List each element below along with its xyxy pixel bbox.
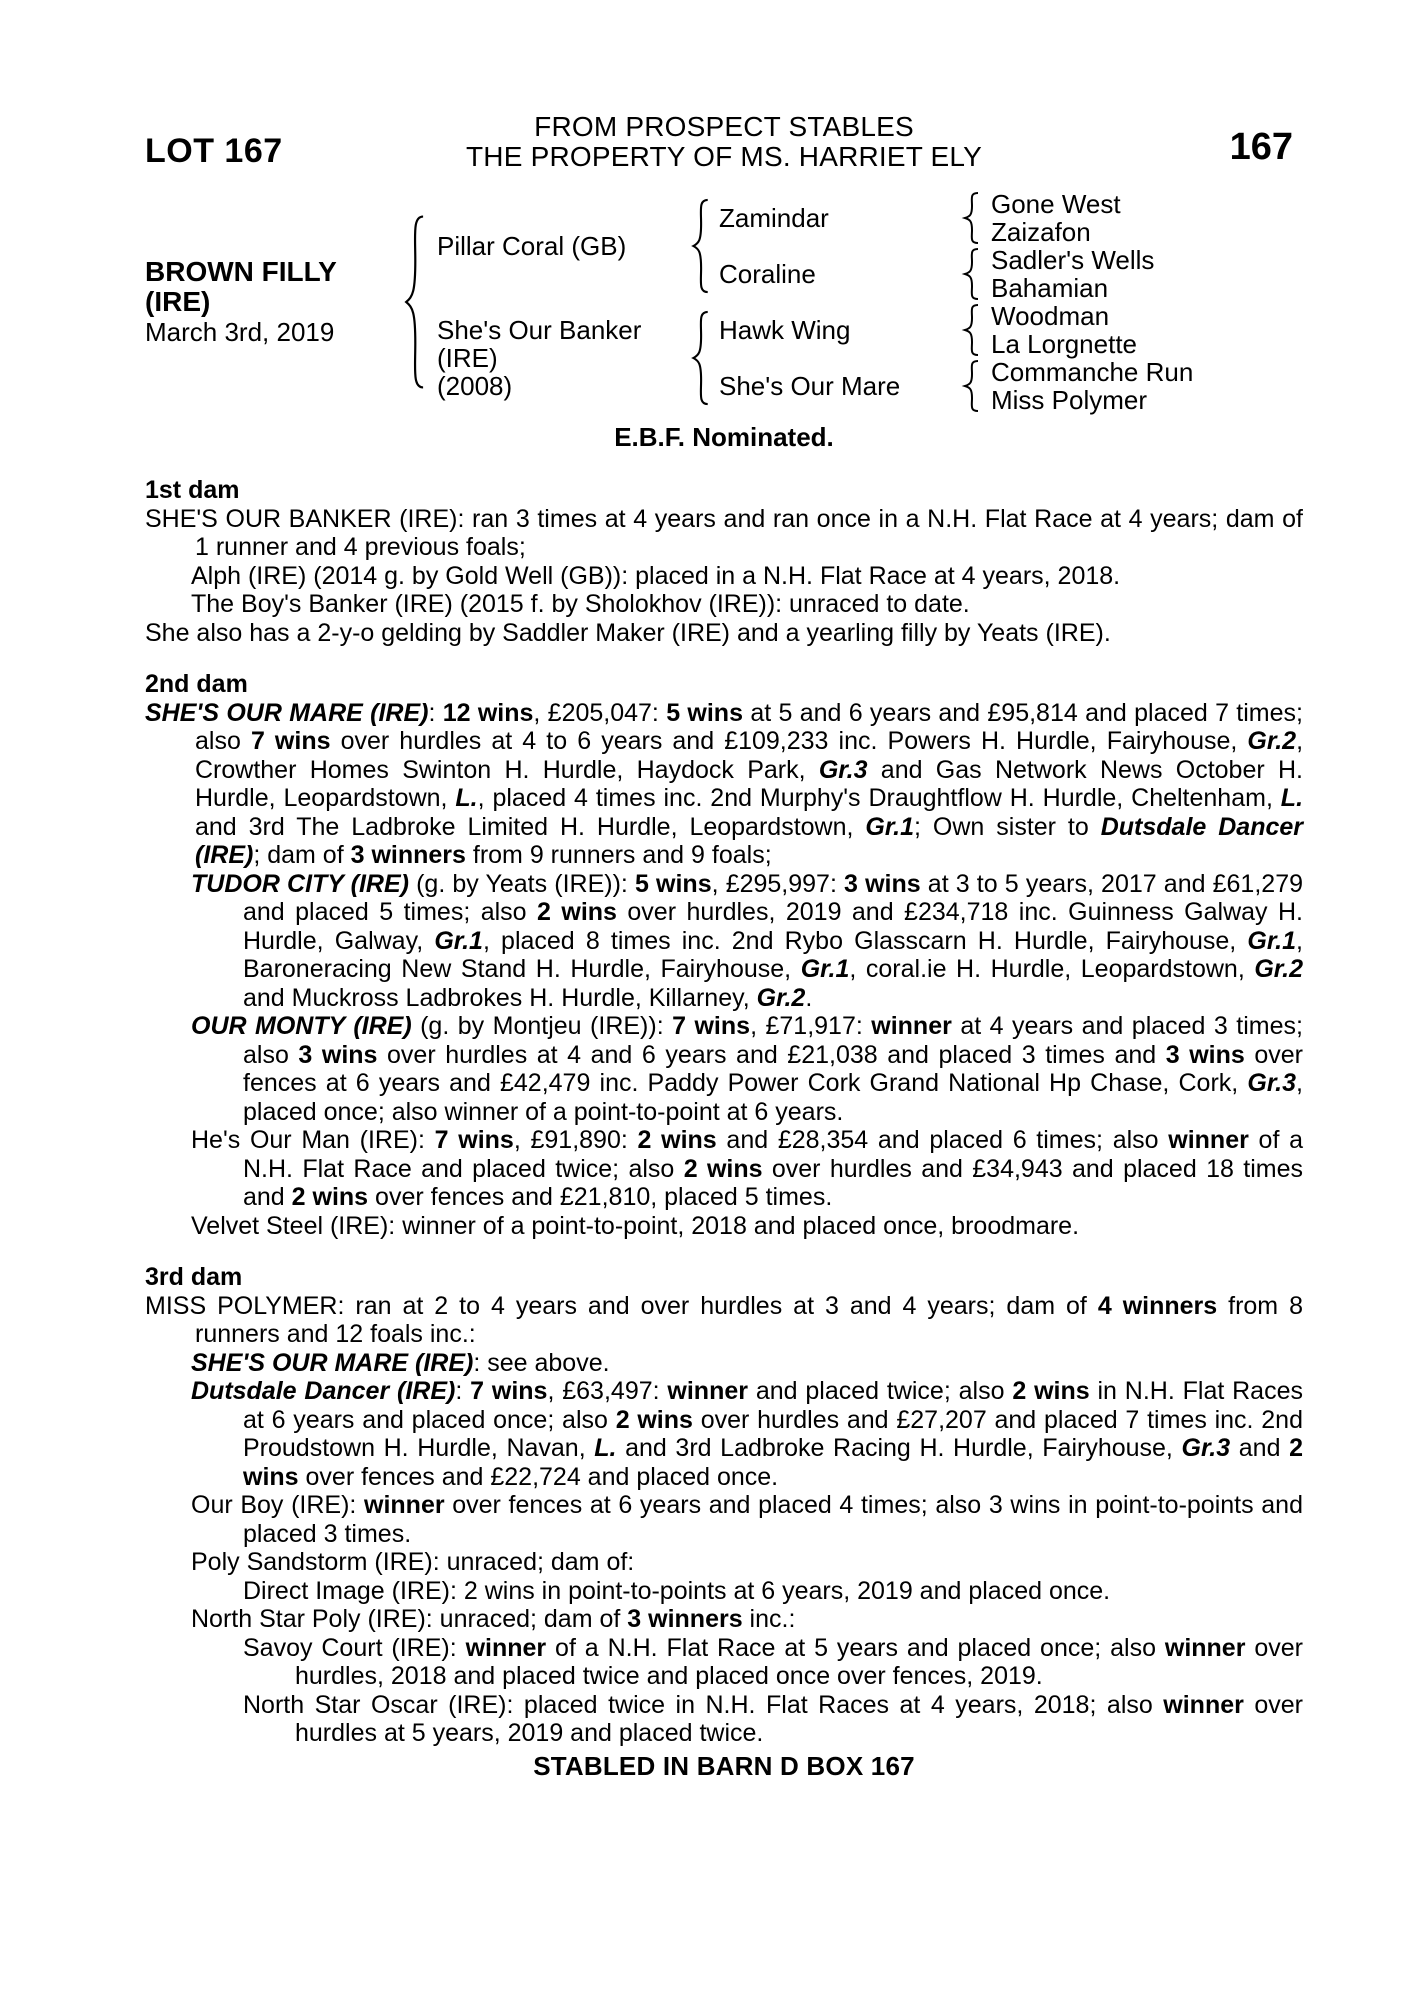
text-segment: 2 wins <box>1012 1377 1090 1405</box>
text-segment: 7 wins <box>250 727 331 755</box>
text-segment: ; Own sister to <box>914 812 1101 841</box>
pedigree-brace-icon <box>689 302 719 414</box>
text-segment: from 8 runners and 12 foals inc.: <box>195 1291 1304 1348</box>
curly-brace-icon <box>961 192 981 244</box>
text-segment: Gr.1 <box>1247 926 1297 955</box>
text-segment: , placed 4 times inc. 2nd Murphy's Draughtflow H. Hurdle, Cheltenham, <box>477 784 1281 812</box>
consignor-line-1: FROM PROSPECT STABLES <box>534 111 914 142</box>
horse-name-suffix: (IRE) <box>145 286 211 317</box>
text-segment: North Star Oscar (IRE): placed twice in N.H. Flat Races at 4 years, 2018; also <box>243 1690 1164 1719</box>
catalogue-paragraph <box>145 505 1303 562</box>
text-segment: 2 wins <box>537 898 617 926</box>
text-segment: and £28,354 and placed 6 times; also <box>716 1126 1169 1154</box>
text-segment: 3 winners <box>627 1605 743 1633</box>
dam-suffix: (IRE) <box>437 343 498 373</box>
text-segment: Alph (IRE) (2014 g. by Gold Well (GB)): placed in a N.H. Flat Race at 4 years, 2018. <box>191 561 1121 590</box>
text-segment: : <box>428 698 443 727</box>
text-segment: over hurdles at 4 and 6 years and £21,038 and placed 3 times and <box>377 1040 1166 1069</box>
pedigree-granddam: Coraline <box>719 258 816 289</box>
section-paragraphs <box>145 699 1303 1241</box>
section-heading: 3rd dam <box>145 1263 243 1291</box>
catalogue-paragraph <box>145 1012 1303 1126</box>
subject-horse-block <box>145 190 401 414</box>
text-segment: 5 wins <box>635 869 712 898</box>
pedigree-tree <box>145 190 1303 414</box>
text-segment: Gr.1 <box>800 955 850 983</box>
pedigree-brace-icon <box>961 358 991 414</box>
text-segment: 3 wins <box>844 869 921 898</box>
text-segment: 4 winners <box>1097 1291 1218 1320</box>
text-segment: Dutsdale Dancer (IRE) <box>191 1377 456 1405</box>
catalogue-paragraph <box>145 590 1303 619</box>
text-segment: Gr.3 <box>1181 1434 1231 1462</box>
text-segment: winner <box>871 1012 952 1040</box>
text-segment: and 3rd Ladbroke Racing H. Hurdle, Fairyhouse, <box>616 1434 1182 1462</box>
catalogue-paragraph <box>145 1691 1303 1748</box>
text-segment: Poly Sandstorm (IRE): unraced; dam of: <box>191 1548 635 1576</box>
text-segment: of a N.H. Flat Race at 5 years and placed once; also <box>546 1633 1165 1662</box>
stabled-location-note: STABLED IN BARN D BOX 167 <box>533 1750 915 1781</box>
text-segment: TUDOR CITY (IRE) <box>191 869 409 898</box>
text-segment: Gr.2 <box>756 983 806 1012</box>
pedigree-brace-icon <box>961 246 991 302</box>
text-segment: , £63,497: <box>547 1377 668 1405</box>
text-segment: 5 wins <box>666 698 743 727</box>
consignor-block <box>145 112 1303 172</box>
pedigree-ancestor: Bahamian <box>991 273 1109 303</box>
text-segment: over fences and £22,724 and placed once. <box>298 1462 779 1491</box>
horse-name: BROWN FILLY <box>145 256 337 287</box>
text-segment: , Crowther Homes Swinton H. Hurdle, Haydock Park, <box>195 727 1304 784</box>
catalogue-paragraph <box>145 1548 1303 1577</box>
curly-brace-icon <box>961 360 981 412</box>
text-segment: 3 winners <box>350 841 466 869</box>
catalogue-paragraph <box>145 1605 1303 1634</box>
text-segment: at 4 years and placed 3 times; also <box>243 1012 1303 1069</box>
text-segment: over hurdles and £34,943 and placed 18 times and <box>243 1154 1303 1211</box>
text-segment: and Gas Network News October H. Hurdle, Leopardstown, <box>195 755 1303 812</box>
text-segment: over hurdles, 2018 and placed twice and placed once over fences, 2019. <box>295 1633 1303 1690</box>
text-segment: winner <box>465 1633 547 1662</box>
text-segment: . <box>805 983 813 1012</box>
catalogue-paragraph <box>145 1491 1303 1548</box>
text-segment: , placed once; also winner of a point-to-point at 6 years. <box>243 1069 1303 1126</box>
pedigree-ancestor: Miss Polymer <box>991 385 1148 415</box>
catalogue-paragraph <box>145 1212 1303 1241</box>
text-segment: over fences at 6 years and placed 4 times; also 3 wins in point-to-points and placed 3 times. <box>243 1491 1303 1548</box>
text-segment: The Boy's Banker (IRE) (2015 f. by Sholokhov (IRE)): unraced to date. <box>191 590 970 618</box>
text-segment: at 3 to 5 years, 2017 and £61,279 and placed 5 times; also <box>243 869 1303 926</box>
text-segment: in N.H. Flat Races at 6 years and placed once; also <box>243 1377 1303 1434</box>
curly-brace-icon <box>401 213 427 391</box>
text-segment: : <box>455 1377 471 1405</box>
text-segment: Gr.2 <box>1254 955 1304 983</box>
section-paragraphs <box>145 505 1303 648</box>
text-segment: at 5 and 6 years and £95,814 and placed 7 times; also <box>195 698 1303 755</box>
catalogue-paragraph <box>145 1377 1303 1491</box>
text-segment: , £71,917: <box>750 1012 872 1040</box>
section-heading: 2nd dam <box>145 670 248 698</box>
pedigree-ancestor: Zaizafon <box>991 217 1091 247</box>
section-paragraphs <box>145 1292 1303 1748</box>
text-segment: of a N.H. Flat Race and placed twice; also <box>243 1126 1304 1183</box>
text-segment: Gr.3 <box>818 755 868 784</box>
pedigree-sire: Pillar Coral (GB) <box>437 230 627 261</box>
catalogue-paragraph <box>145 1634 1303 1691</box>
text-segment: 3 wins <box>298 1040 378 1069</box>
text-segment: , £295,997: <box>711 869 845 898</box>
pedigree-grandsire: Zamindar <box>719 202 829 233</box>
text-segment: Our Boy (IRE): <box>191 1491 365 1519</box>
pedigree-dam <box>437 302 689 414</box>
text-segment: , Baroneracing New Stand H. Hurdle, Fairyhouse, <box>243 926 1303 983</box>
catalogue-paragraph <box>145 1577 1303 1606</box>
text-segment: Savoy Court (IRE): <box>243 1633 466 1662</box>
catalogue-paragraph <box>145 870 1303 1013</box>
dam-year: (2008) <box>437 371 513 401</box>
text-segment: 2 wins <box>683 1154 763 1183</box>
text-segment: , £205,047: <box>533 698 667 727</box>
catalogue-paragraph <box>145 619 1303 648</box>
text-segment: 7 wins <box>672 1012 751 1040</box>
pedigree-granddam: She's Our Mare <box>719 370 901 401</box>
pedigree-ancestor: Woodman <box>991 301 1110 331</box>
text-segment: (g. by Montjeu (IRE)): <box>411 1012 673 1040</box>
pedigree-grandsire: Hawk Wing <box>719 314 851 345</box>
catalogue-paragraph <box>145 562 1303 591</box>
text-segment: L. <box>594 1434 617 1462</box>
pedigree-brace-icon <box>961 302 991 358</box>
text-segment: 2 wins <box>291 1183 369 1211</box>
text-segment: North Star Poly (IRE): unraced; dam of <box>191 1605 628 1633</box>
text-segment: (g. by Yeats (IRE)): <box>408 869 635 898</box>
text-segment: 7 wins <box>434 1126 514 1154</box>
text-segment: over hurdles, 2019 and £234,718 inc. Guinness Galway H. Hurdle, Galway, <box>243 898 1303 955</box>
curly-brace-icon <box>689 198 711 294</box>
catalogue-paragraph <box>145 1126 1303 1212</box>
text-segment: , placed 8 times inc. 2nd Rybo Glasscarn H. Hurdle, Fairyhouse, <box>482 926 1248 955</box>
text-segment: Gr.1 <box>865 812 915 841</box>
curly-brace-icon <box>961 304 981 356</box>
lot-number-label: LOT 167 <box>145 132 283 170</box>
text-segment: Dutsdale Dancer (IRE) <box>195 812 1303 869</box>
text-segment: He's Our Man (IRE): <box>191 1126 435 1154</box>
catalogue-paragraph <box>145 1349 1303 1378</box>
section-heading: 1st dam <box>145 476 240 504</box>
pedigree-ancestor: Commanche Run <box>991 357 1194 387</box>
text-segment: L. <box>455 784 478 812</box>
text-segment: over hurdles at 5 years, 2019 and placed twice. <box>295 1690 1303 1747</box>
curly-brace-icon <box>961 248 981 300</box>
text-segment: SHE'S OUR MARE (IRE) <box>145 698 429 727</box>
text-segment: 12 wins <box>442 698 534 727</box>
text-segment: over fences at 6 years and £42,479 inc. Paddy Power Cork Grand National Hp Chase, Cork, <box>243 1040 1303 1097</box>
text-segment: winner <box>667 1377 748 1405</box>
text-segment: She also has a 2-y-o gelding by Saddler Maker (IRE) and a yearling filly by Yeats (IRE). <box>145 618 1111 647</box>
text-segment: SHE'S OUR BANKER (IRE): ran 3 times at 4 years and ran once in a N.H. Flat Race at 4 years; dam of 1 runner and 4 previous foals; <box>145 504 1303 561</box>
text-segment: Gr.2 <box>1247 727 1297 755</box>
text-segment: ; dam of <box>253 841 351 869</box>
pedigree-brace-icon <box>689 190 719 302</box>
page-number: 167 <box>1229 126 1293 168</box>
dam-name: She's Our Banker <box>437 315 642 345</box>
text-segment: Velvet Steel (IRE): winner of a point-to-point, 2018 and placed once, broodmare. <box>191 1211 1080 1240</box>
pedigree-brace-icon <box>401 190 437 414</box>
catalogue-paragraph <box>145 1292 1303 1349</box>
consignor-line-2: THE PROPERTY OF MS. HARRIET ELY <box>465 141 982 172</box>
section-2nd-dam <box>145 670 1303 1240</box>
text-segment: L. <box>1280 784 1304 812</box>
text-segment: 7 wins <box>470 1377 548 1405</box>
text-segment: winner <box>1168 1126 1249 1154</box>
text-segment: and <box>1230 1434 1290 1462</box>
text-segment: winner <box>1164 1633 1246 1662</box>
text-segment: inc.: <box>742 1605 796 1633</box>
text-segment: Gr.3 <box>1247 1069 1297 1097</box>
pedigree-ancestor: La Lorgnette <box>991 329 1138 359</box>
text-segment: , £91,890: <box>513 1126 638 1154</box>
text-segment: MISS POLYMER: ran at 2 to 4 years and over hurdles at 3 and 4 years; dam of <box>145 1291 1098 1320</box>
horse-foaling-date: March 3rd, 2019 <box>145 317 335 347</box>
catalogue-paragraph <box>145 699 1303 870</box>
text-segment: and Muckross Ladbrokes H. Hurdle, Killarney, <box>243 983 757 1012</box>
text-segment: winner <box>1163 1690 1244 1719</box>
section-1st-dam <box>145 476 1303 647</box>
text-segment: from 9 runners and 9 foals; <box>465 841 772 869</box>
text-segment: and 3rd The Ladbroke Limited H. Hurdle, Leopardstown, <box>195 812 866 841</box>
section-3rd-dam <box>145 1263 1303 1748</box>
pedigree-brace-icon <box>961 190 991 246</box>
text-segment: , coral.ie H. Hurdle, Leopardstown, <box>849 955 1255 983</box>
pedigree-ancestor: Sadler's Wells <box>991 245 1155 275</box>
text-segment: over hurdles and £27,207 and placed 7 times inc. 2nd Proudstown H. Hurdle, Navan, <box>243 1405 1303 1462</box>
text-segment: 2 wins <box>637 1126 717 1154</box>
text-segment: SHE'S OUR MARE (IRE) <box>191 1348 474 1377</box>
text-segment: and placed twice; also <box>747 1377 1013 1405</box>
page-header <box>145 112 1303 176</box>
pedigree-ancestor: Gone West <box>991 189 1121 219</box>
text-segment: OUR MONTY (IRE) <box>191 1012 412 1040</box>
text-segment: Direct Image (IRE): 2 wins in point-to-points at 6 years, 2019 and placed once. <box>243 1576 1111 1605</box>
text-segment: over hurdles at 4 to 6 years and £109,233 inc. Powers H. Hurdle, Fairyhouse, <box>330 727 1248 755</box>
text-segment: Gr.1 <box>434 926 483 955</box>
text-segment: over fences and £21,810, placed 5 times. <box>368 1183 833 1211</box>
ebf-nominated-note: E.B.F. Nominated. <box>614 422 834 452</box>
text-segment: 2 wins <box>243 1434 1303 1491</box>
curly-brace-icon <box>689 310 711 406</box>
text-segment: 2 wins <box>615 1405 693 1434</box>
text-segment: : see above. <box>473 1348 610 1377</box>
text-segment: 3 wins <box>1165 1040 1245 1069</box>
text-segment: winner <box>364 1491 445 1519</box>
